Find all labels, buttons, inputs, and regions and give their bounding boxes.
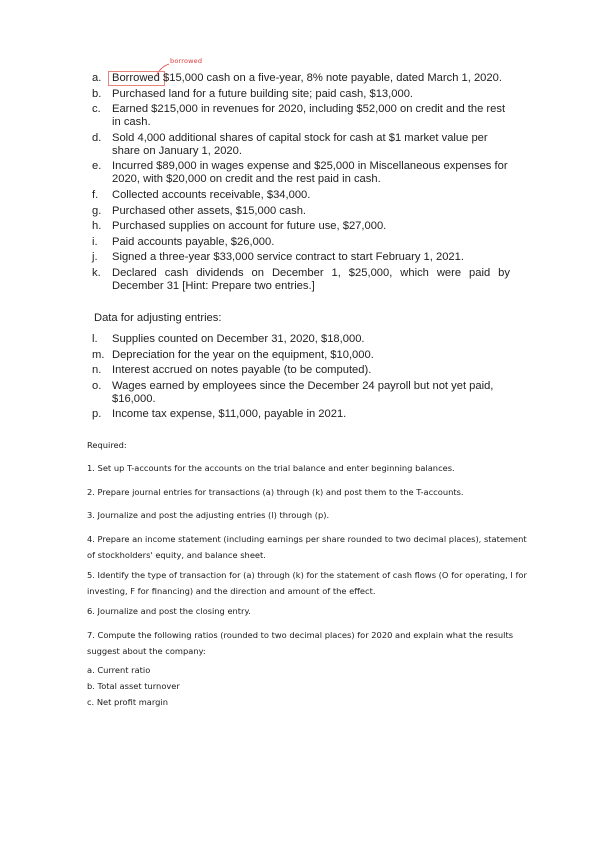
transaction-j: j. Signed a three-year $33,000 service contract to start February 1, 2021. [92,251,464,264]
highlighted-word: Borrowed [112,72,160,84]
required-item-1: 1. Set up T-accounts for the accounts on the trial balance and enter beginning balances. [87,463,455,473]
adjusting-l: l. Supplies counted on December 31, 2020, $18,000. [92,333,365,345]
transaction-d: d. Sold 4,000 additional shares of capital stock for cash at $1 market value per share on January 1, 2020. [92,131,488,157]
adjusting-list [90,333,510,424]
transaction-i: i. Paid accounts payable, $26,000. [92,235,275,248]
required-item-3: 3. Journalize and post the adjusting entries (l) through (p). [87,510,330,520]
required-item-7: 7. Compute the following ratios (rounded to two decimal places) for 2020 and explain what the results suggest about the company: [87,630,514,656]
transaction-a: a. Borrowed $15,000 cash on a five-year, 8% note payable, dated March 1, 2020. [92,72,502,84]
transaction-e: e. Incurred $89,000 in wages expense and $25,000 in Miscellaneous expenses for 2020, with $20,000 on credit and the rest paid in cash. [92,160,508,186]
adjusting-o: o. Wages earned by employees since the December 24 payroll but not yet paid, $16,000. [92,379,494,405]
required-heading: Required: [87,440,127,450]
transaction-k: k. Declared cash dividends on December 1, $25,000, which were paid by December 31 [Hint: Prepare two entries.] [92,266,510,292]
transaction-f: f. Collected accounts receivable, $34,000. [92,188,311,201]
transaction-list [90,72,510,296]
required-item-5: 5. Identify the type of transaction for (a) through (k) for the statement of cash flows (O for operating, I for investing, F for financing) and the direction and amount of the effect. [87,570,527,596]
adjusting-p: p. Income tax expense, $11,000, payable in 2021. [92,408,347,421]
required-item-2: 2. Prepare journal entries for transactions (a) through (k) and post them to the T-accounts. [87,487,464,497]
annotation-text: borrowed [170,57,203,65]
ratio-asset-turnover: b. Total asset turnover [87,681,180,691]
transaction-h: h. Purchased supplies on account for future use, $27,000. [92,220,387,233]
ratio-net-profit: c. Net profit margin [87,697,168,707]
adjusting-m: m. Depreciation for the year on the equipment, $10,000. [92,348,374,361]
transaction-b: b. Purchased land for a future building site; paid cash, $13,000. [92,87,414,100]
transaction-c: c. Earned $215,000 in revenues for 2020, including $52,000 on credit and the rest in cash. [92,103,506,129]
required-item-4: 4. Prepare an income statement (including earnings per share rounded to two decimal places), statement of stockholders' equity, and balance sheet. [87,534,527,560]
required-item-6: 6. Journalize and post the closing entry. [87,606,251,616]
transaction-g: g. Purchased other assets, $15,000 cash. [92,204,307,217]
ratio-current: a. Current ratio [87,665,151,675]
adjusting-n: n. Interest accrued on notes payable (to be computed). [92,364,372,377]
adjusting-heading: Data for adjusting entries: [94,312,222,324]
